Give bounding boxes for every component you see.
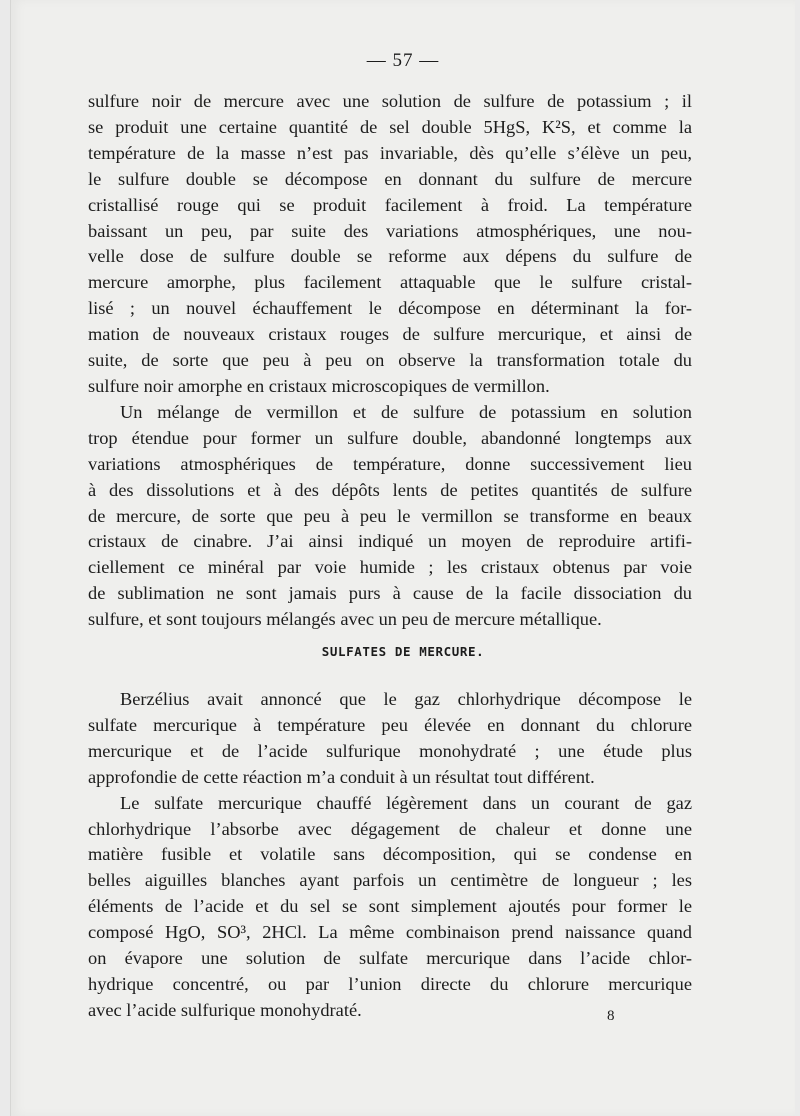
- text-line: de sublimation ne sont jamais purs à cause de la facile dissociation du: [88, 583, 692, 604]
- text-line: à des dissolutions et à des dépôts lents de petites quantités de sulfure: [88, 479, 692, 500]
- text-line: mercure amorphe, plus facilement attaquable que le sulfure cristal-: [88, 272, 692, 293]
- paragraph: [88, 791, 692, 1024]
- section-heading: SULFATES DE MERCURE.: [321, 644, 485, 659]
- text-line: hydrique concentré, ou par l’union directe du chlorure mercurique: [88, 973, 692, 994]
- text-line: variations atmosphériques de température, donne successivement lieu: [88, 453, 692, 474]
- text-line: suite, de sorte que peu à peu on observe la transformation totale du: [88, 350, 692, 371]
- text-line: lisé ; un nouvel échauffement le décompose en déterminant la for-: [88, 298, 692, 319]
- paragraph: [88, 89, 692, 400]
- text-line: sulfate mercurique à température peu élevée en donnant du chlorure: [88, 714, 692, 735]
- paragraph: [88, 687, 692, 791]
- text-line: Berzélius avait annoncé que le gaz chlorhydrique décompose le: [120, 689, 692, 709]
- text-line: sulfure noir amorphe en cristaux microscopiques de vermillon.: [88, 375, 550, 396]
- text-line: de mercure, de sorte que peu à peu le vermillon se transforme en beaux: [88, 505, 692, 526]
- text-line: le sulfure double se décompose en donnant du sulfure de mercure: [88, 168, 692, 189]
- text-line: on évapore une solution de sulfate mercurique dans l’acide chlor-: [88, 948, 692, 969]
- text-line: belles aiguilles blanches ayant parfois un centimètre de longueur ; les: [88, 870, 692, 891]
- text-line: mation de nouveaux cristaux rouges de sulfure mercurique, et ainsi de: [88, 324, 692, 345]
- signature-mark: 8: [607, 1008, 615, 1024]
- text-line: baissant un peu, par suite des variations atmosphériques, une nou-: [88, 220, 692, 241]
- text-line: Un mélange de vermillon et de sulfure de potassium en solution: [120, 401, 692, 422]
- text-line: sulfure, et sont toujours mélangés avec un peu de mercure métallique.: [88, 609, 602, 630]
- page-number: — 57 —: [366, 50, 440, 71]
- text-line: se produit une certaine quantité de sel double 5HgS, K²S, et comme la: [88, 116, 692, 137]
- text-line: cristallisé rouge qui se produit facilement à froid. La température: [88, 194, 692, 215]
- text-line: cristaux de cinabre. J’ai ainsi indiqué un moyen de reproduire artifi-: [88, 531, 692, 552]
- text-line: Le sulfate mercurique chauffé légèrement dans un courant de gaz: [120, 792, 692, 813]
- text-line: matière fusible et volatile sans décomposition, qui se condense en: [88, 844, 692, 865]
- text-line: température de la masse n’est pas invariable, dès qu’elle s’élève un peu,: [88, 142, 692, 163]
- text-line: avec l’acide sulfurique monohydraté.: [88, 999, 362, 1020]
- body-text-section-1: [88, 89, 692, 633]
- book-page: [10, 0, 795, 1116]
- text-line: velle dose de sulfure double se reforme aux dépens du sulfure de: [88, 246, 692, 267]
- text-line: ciellement ce minéral par voie humide ; les cristaux obtenus par voie: [88, 557, 692, 578]
- text-line: trop étendue pour former un sulfure double, abandonné longtemps aux: [88, 427, 692, 448]
- body-text-section-2: [88, 687, 692, 1024]
- text-line: mercurique et de l’acide sulfurique monohydraté ; une étude plus: [88, 740, 692, 761]
- text-line: sulfure noir de mercure avec une solution de sulfure de potassium ; il: [88, 91, 692, 111]
- text-line: chlorhydrique l’absorbe avec dégagement de chaleur et donne une: [88, 818, 692, 839]
- text-line: composé HgO, SO³, 2HCl. La même combinaison prend naissance quand: [88, 922, 692, 943]
- paragraph: [88, 400, 692, 633]
- text-line: éléments de l’acide et du sel se sont simplement ajoutés pour former le: [88, 896, 692, 917]
- text-line: approfondie de cette réaction m’a conduit à un résultat tout différent.: [88, 766, 595, 787]
